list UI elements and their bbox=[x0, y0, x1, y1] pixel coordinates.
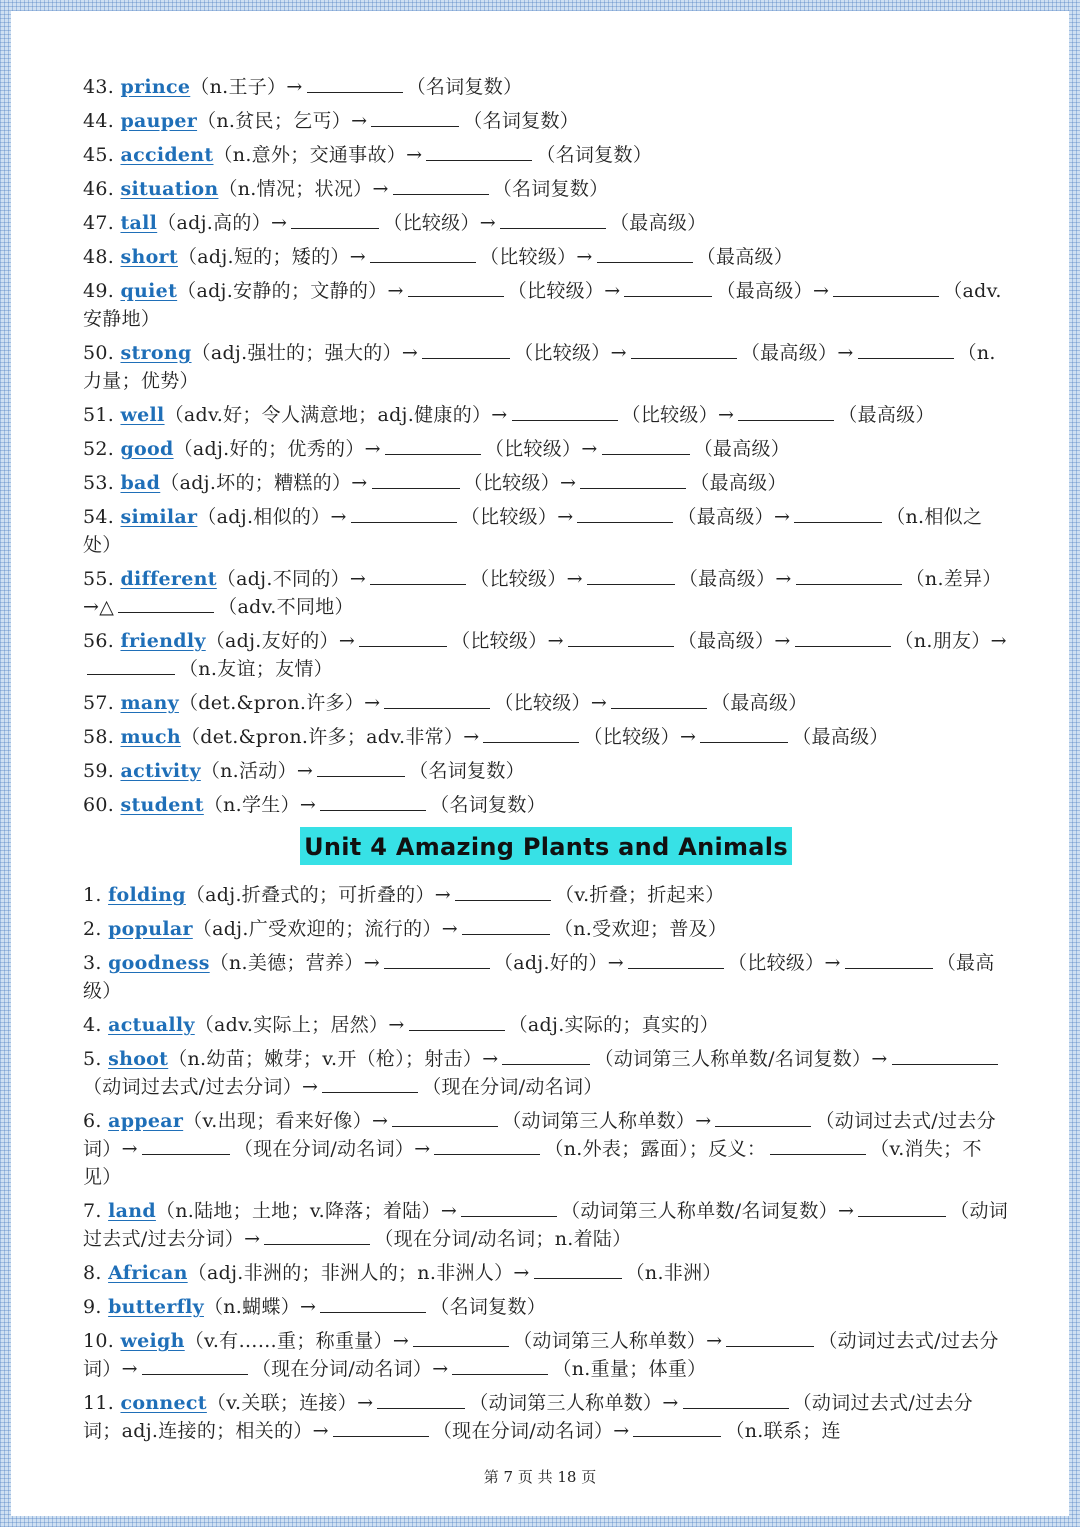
vocab-entry bbox=[83, 949, 1009, 1005]
form-prompt: → bbox=[513, 1262, 530, 1284]
answer-blank[interactable] bbox=[393, 176, 489, 195]
answer-blank[interactable] bbox=[320, 792, 426, 811]
entry-number: 49. bbox=[83, 280, 115, 302]
vocab-entry bbox=[83, 435, 1009, 463]
form-prompt: → bbox=[338, 630, 356, 652]
vocab-word: different bbox=[120, 568, 217, 590]
form-prompt: （n.非洲） bbox=[625, 1262, 722, 1284]
vocab-entry bbox=[83, 1197, 1009, 1253]
vocab-entry bbox=[83, 689, 1009, 717]
entry-number: 3. bbox=[83, 952, 102, 974]
entry-number: 45. bbox=[83, 144, 115, 166]
form-prompt: （adj.实际的；真实的） bbox=[508, 1014, 719, 1036]
vocab-entry bbox=[83, 627, 1009, 683]
entry-number: 11. bbox=[83, 1392, 115, 1414]
word-meaning: （v.出现；看来好像） bbox=[183, 1110, 372, 1132]
form-prompt: （比较级）→ bbox=[494, 692, 608, 714]
form-prompt: （最高级）→ bbox=[678, 568, 792, 590]
form-prompt: （比较级）→ bbox=[451, 630, 564, 652]
word-meaning: （adj.安静的；文静的） bbox=[177, 280, 388, 302]
entry-number: 43. bbox=[83, 76, 115, 98]
entry-number: 8. bbox=[83, 1262, 102, 1284]
answer-blank[interactable] bbox=[512, 402, 618, 421]
entry-number: 59. bbox=[83, 760, 115, 782]
answer-blank[interactable] bbox=[683, 1390, 789, 1409]
form-prompt: （n.外表；露面）；反义： bbox=[544, 1138, 767, 1160]
unit4-entries bbox=[83, 881, 1009, 1445]
form-prompt: → bbox=[482, 1048, 499, 1070]
form-prompt: → bbox=[351, 110, 368, 132]
form-prompt: （动词过去式/过去分词）→ bbox=[83, 1110, 996, 1160]
word-meaning: （adj.不同的） bbox=[216, 568, 350, 590]
answer-blank[interactable] bbox=[118, 594, 214, 613]
form-prompt: （名词复数） bbox=[536, 144, 653, 166]
vocab-word: butterfly bbox=[108, 1296, 204, 1318]
answer-blank[interactable] bbox=[631, 340, 737, 359]
entry-number: 2. bbox=[83, 918, 102, 940]
unit4-title: Unit 4 Amazing Plants and Animals bbox=[300, 827, 792, 865]
answer-blank[interactable] bbox=[307, 74, 403, 93]
form-prompt: （v.折叠；折起来） bbox=[555, 884, 725, 906]
entry-number: 57. bbox=[83, 692, 115, 714]
answer-blank[interactable] bbox=[794, 504, 882, 523]
vocab-word: prince bbox=[120, 76, 191, 98]
answer-blank[interactable] bbox=[408, 278, 504, 297]
form-prompt: （最高级）→ bbox=[677, 506, 791, 528]
entry-number: 10. bbox=[83, 1330, 115, 1352]
form-prompt: （最高级） bbox=[696, 246, 794, 268]
word-meaning: （adj.相似的） bbox=[197, 506, 331, 528]
answer-blank[interactable] bbox=[322, 1074, 418, 1093]
entry-number: 52. bbox=[83, 438, 115, 460]
word-meaning: （adj.非洲的；非洲人的；n.非洲人） bbox=[187, 1262, 514, 1284]
vocab-word: pauper bbox=[120, 110, 198, 132]
form-prompt: （adv.不同地） bbox=[218, 596, 354, 618]
form-prompt: （最高级）→ bbox=[716, 280, 830, 302]
entry-number: 7. bbox=[83, 1200, 102, 1222]
vocab-entry bbox=[83, 243, 1009, 271]
vocab-entry bbox=[83, 723, 1009, 751]
answer-blank[interactable] bbox=[392, 1108, 498, 1127]
answer-blank[interactable] bbox=[892, 1046, 998, 1065]
form-prompt: （最高级） bbox=[838, 404, 935, 426]
form-prompt: → bbox=[363, 952, 380, 974]
word-meaning: （adj.坏的；糟糕的） bbox=[160, 472, 352, 494]
form-prompt: （动词过去式/过去分词）→ bbox=[83, 1076, 319, 1098]
vocab-entry bbox=[83, 209, 1009, 237]
form-prompt: （最高级）→ bbox=[677, 630, 791, 652]
answer-blank[interactable] bbox=[426, 142, 532, 161]
answer-blank[interactable] bbox=[580, 470, 686, 489]
vocab-entry bbox=[83, 175, 1009, 203]
form-prompt: （比较级）→ bbox=[507, 280, 621, 302]
form-prompt: → bbox=[357, 1392, 374, 1414]
vocab-entry bbox=[83, 1107, 1009, 1191]
entry-number: 1. bbox=[83, 884, 102, 906]
form-prompt: → bbox=[296, 760, 314, 782]
form-prompt: （最高级）→ bbox=[740, 342, 854, 364]
vocab-entry bbox=[83, 469, 1009, 497]
vocab-word: popular bbox=[108, 918, 193, 940]
entry-number: 6. bbox=[83, 1110, 102, 1132]
answer-blank[interactable] bbox=[371, 108, 459, 127]
form-prompt: （adj.好的）→ bbox=[493, 952, 624, 974]
vocab-word: actually bbox=[108, 1014, 195, 1036]
form-prompt: （比较级）→ bbox=[621, 404, 735, 426]
form-prompt: （n.联系；连 bbox=[725, 1420, 841, 1442]
form-prompt: （名词复数） bbox=[492, 178, 609, 200]
vocab-word: quiet bbox=[120, 280, 178, 302]
answer-blank[interactable] bbox=[587, 566, 675, 585]
answer-blank[interactable] bbox=[370, 244, 476, 263]
vocab-word: folding bbox=[108, 884, 186, 906]
form-prompt: → bbox=[372, 178, 389, 200]
vocab-word: strong bbox=[120, 342, 192, 364]
vocab-entry bbox=[83, 915, 1009, 943]
form-prompt: （比较级）→ bbox=[583, 726, 697, 748]
form-prompt: → bbox=[388, 1014, 405, 1036]
word-meaning: （n.学生） bbox=[203, 794, 300, 816]
form-prompt: → bbox=[392, 1330, 410, 1352]
word-meaning: （n.蝴蝶） bbox=[203, 1296, 301, 1318]
answer-blank[interactable] bbox=[142, 1136, 230, 1155]
unit3-entries bbox=[83, 73, 1009, 819]
vocab-entry bbox=[83, 565, 1009, 621]
form-prompt: → bbox=[406, 144, 423, 166]
answer-blank[interactable] bbox=[384, 690, 490, 709]
form-prompt: → bbox=[372, 1110, 389, 1132]
word-meaning: （v.有……重；称重量） bbox=[184, 1330, 393, 1352]
vocab-word: accident bbox=[120, 144, 214, 166]
answer-blank[interactable] bbox=[377, 1390, 465, 1409]
form-prompt: （比较级）→ bbox=[460, 506, 574, 528]
form-prompt: （动词过去式/过去分词）→ bbox=[83, 1200, 1009, 1250]
answer-blank[interactable] bbox=[422, 340, 510, 359]
answer-blank[interactable] bbox=[715, 1108, 811, 1127]
word-meaning: （n.情况；状况） bbox=[218, 178, 373, 200]
form-prompt: → bbox=[440, 1200, 458, 1222]
answer-blank[interactable] bbox=[409, 1012, 505, 1031]
form-prompt: （动词过去式/过去分词）→ bbox=[83, 1330, 999, 1380]
answer-blank[interactable] bbox=[320, 1294, 426, 1313]
vocab-entry bbox=[83, 503, 1009, 559]
form-prompt: → bbox=[441, 918, 458, 940]
answer-blank[interactable] bbox=[568, 628, 674, 647]
form-prompt: → bbox=[330, 506, 347, 528]
answer-blank[interactable] bbox=[633, 1418, 721, 1437]
form-prompt: （n.受欢迎；普及） bbox=[553, 918, 728, 940]
answer-blank[interactable] bbox=[700, 724, 788, 743]
form-prompt: （名词复数） bbox=[463, 110, 580, 132]
form-prompt: （动词第三人称单数/名词复数）→ bbox=[594, 1048, 888, 1070]
word-meaning: （adj.广受欢迎的；流行的） bbox=[192, 918, 442, 940]
form-prompt: （最高级） bbox=[83, 952, 995, 1002]
vocab-word: friendly bbox=[120, 630, 206, 652]
answer-blank[interactable] bbox=[502, 1046, 590, 1065]
word-meaning: （adv.实际上；居然） bbox=[194, 1014, 389, 1036]
form-prompt: （比较级）→ bbox=[383, 212, 496, 234]
word-meaning: （v.关联；连接） bbox=[206, 1392, 358, 1414]
form-prompt: （动词第三人称单数）→ bbox=[469, 1392, 679, 1414]
answer-blank[interactable] bbox=[628, 950, 724, 969]
word-meaning: （adj.强壮的；强大的） bbox=[191, 342, 402, 364]
answer-blank[interactable] bbox=[577, 504, 673, 523]
entry-number: 5. bbox=[83, 1048, 102, 1070]
vocab-entry bbox=[83, 107, 1009, 135]
form-prompt: （现在分词/动名词） bbox=[422, 1076, 603, 1098]
answer-blank[interactable] bbox=[370, 566, 466, 585]
form-prompt: （现在分词/动名词；n.着陆） bbox=[374, 1228, 632, 1250]
vocab-word: many bbox=[120, 692, 179, 714]
answer-blank[interactable] bbox=[611, 690, 707, 709]
form-prompt: （n.力量；优势） bbox=[83, 342, 996, 392]
vocab-entry bbox=[83, 141, 1009, 169]
vocab-entry bbox=[83, 277, 1009, 333]
form-prompt: （最高级） bbox=[711, 692, 808, 714]
form-prompt: （最高级） bbox=[693, 438, 791, 460]
form-prompt: （最高级） bbox=[690, 472, 787, 494]
vocab-entry bbox=[83, 401, 1009, 429]
word-meaning: （adj.高的） bbox=[157, 212, 272, 234]
form-prompt: （名词复数） bbox=[406, 76, 523, 98]
form-prompt: （现在分词/动名词）→ bbox=[432, 1420, 630, 1442]
vocab-word: student bbox=[120, 794, 204, 816]
answer-blank[interactable] bbox=[462, 916, 550, 935]
answer-blank[interactable] bbox=[624, 278, 712, 297]
answer-blank[interactable] bbox=[770, 1136, 866, 1155]
answer-blank[interactable] bbox=[384, 950, 490, 969]
form-prompt: （n.差异）→△ bbox=[83, 568, 1002, 618]
vocabulary-list bbox=[83, 73, 1009, 1451]
answer-blank[interactable] bbox=[351, 504, 457, 523]
form-prompt: → bbox=[364, 438, 381, 460]
answer-blank[interactable] bbox=[452, 1356, 548, 1375]
entry-number: 48. bbox=[83, 246, 115, 268]
form-prompt: （比较级）→ bbox=[479, 246, 593, 268]
word-meaning: （adj.短的；矮的） bbox=[177, 246, 350, 268]
vocab-entry bbox=[83, 339, 1009, 395]
answer-blank[interactable] bbox=[264, 1226, 370, 1245]
entry-number: 54. bbox=[83, 506, 115, 528]
form-prompt: → bbox=[271, 212, 288, 234]
word-meaning: （det.&pron.许多；adv.非常） bbox=[180, 726, 464, 748]
answer-blank[interactable] bbox=[434, 1136, 540, 1155]
vocab-word: activity bbox=[120, 760, 201, 782]
vocab-word: similar bbox=[120, 506, 198, 528]
answer-blank[interactable] bbox=[483, 724, 579, 743]
answer-blank[interactable] bbox=[796, 566, 902, 585]
word-meaning: （n.美德；营养） bbox=[209, 952, 364, 974]
answer-blank[interactable] bbox=[858, 340, 954, 359]
vocab-entry bbox=[83, 757, 1009, 785]
answer-blank[interactable] bbox=[372, 470, 460, 489]
form-prompt: → bbox=[401, 342, 419, 364]
entry-number: 4. bbox=[83, 1014, 102, 1036]
form-prompt: （动词第三人称单数）→ bbox=[513, 1330, 723, 1352]
form-prompt: → bbox=[351, 472, 368, 494]
vocab-word: much bbox=[120, 726, 181, 748]
entry-number: 51. bbox=[83, 404, 115, 426]
worksheet-page bbox=[11, 11, 1069, 1516]
answer-blank[interactable] bbox=[726, 1328, 814, 1347]
form-prompt: （n.友谊；友情） bbox=[179, 658, 333, 680]
answer-blank[interactable] bbox=[87, 656, 175, 675]
word-meaning: （n.幼苗；嫩芽；v.开（枪）；射击） bbox=[168, 1048, 483, 1070]
form-prompt: （adv.安静地） bbox=[83, 280, 1002, 330]
answer-blank[interactable] bbox=[461, 1198, 557, 1217]
answer-blank[interactable] bbox=[291, 210, 379, 229]
form-prompt: （n.相似之处） bbox=[83, 506, 983, 556]
form-prompt: （名词复数） bbox=[430, 1296, 547, 1318]
answer-blank[interactable] bbox=[738, 402, 834, 421]
vocab-word: short bbox=[120, 246, 178, 268]
form-prompt: → bbox=[349, 246, 366, 268]
vocab-entry bbox=[83, 881, 1009, 909]
vocab-word: well bbox=[120, 404, 165, 426]
vocab-word: good bbox=[120, 438, 174, 460]
entry-number: 47. bbox=[83, 212, 115, 234]
vocab-word: tall bbox=[120, 212, 158, 234]
form-prompt: → bbox=[434, 884, 452, 906]
word-meaning: （det.&pron.许多） bbox=[178, 692, 365, 714]
answer-blank[interactable] bbox=[317, 758, 405, 777]
form-prompt: （最高级） bbox=[610, 212, 707, 234]
form-prompt: → bbox=[299, 794, 317, 816]
entry-number: 53. bbox=[83, 472, 115, 494]
entry-number: 9. bbox=[83, 1296, 102, 1318]
word-meaning: （n.陆地；土地；v.降落；着陆） bbox=[155, 1200, 441, 1222]
answer-blank[interactable] bbox=[597, 244, 693, 263]
vocab-word: weigh bbox=[120, 1330, 185, 1352]
vocab-word: appear bbox=[108, 1110, 184, 1132]
form-prompt: → bbox=[286, 76, 303, 98]
form-prompt: （比较级）→ bbox=[470, 568, 583, 590]
form-prompt: （比较级）→ bbox=[484, 438, 598, 460]
answer-blank[interactable] bbox=[795, 628, 891, 647]
vocab-entry bbox=[83, 1011, 1009, 1039]
form-prompt: → bbox=[349, 568, 367, 590]
form-prompt: → bbox=[300, 1296, 317, 1318]
answer-blank[interactable] bbox=[500, 210, 606, 229]
form-prompt: （名词复数） bbox=[409, 760, 525, 782]
form-prompt: （最高级） bbox=[792, 726, 889, 748]
form-prompt: （比较级）→ bbox=[514, 342, 627, 364]
answer-blank[interactable] bbox=[534, 1260, 622, 1279]
vocab-word: situation bbox=[120, 178, 219, 200]
vocab-word: goodness bbox=[108, 952, 210, 974]
word-meaning: （adj.友好的） bbox=[205, 630, 339, 652]
answer-blank[interactable] bbox=[833, 278, 939, 297]
answer-blank[interactable] bbox=[845, 950, 933, 969]
answer-blank[interactable] bbox=[142, 1356, 248, 1375]
form-prompt: （现在分词/动名词）→ bbox=[233, 1138, 431, 1160]
vocab-word: African bbox=[108, 1262, 188, 1284]
answer-blank[interactable] bbox=[455, 882, 551, 901]
word-meaning: （n.活动） bbox=[200, 760, 297, 782]
answer-blank[interactable] bbox=[602, 436, 690, 455]
vocab-entry bbox=[83, 1259, 1009, 1287]
vocab-entry bbox=[83, 1389, 1009, 1445]
form-prompt: （动词第三人称单数/名词复数）→ bbox=[561, 1200, 855, 1222]
form-prompt: → bbox=[364, 692, 381, 714]
entry-number: 44. bbox=[83, 110, 115, 132]
answer-blank[interactable] bbox=[858, 1198, 946, 1217]
form-prompt: （动词第三人称单数）→ bbox=[502, 1110, 712, 1132]
page-footer: 第 7 页 共 18 页 bbox=[483, 1468, 597, 1486]
answer-blank[interactable] bbox=[333, 1418, 429, 1437]
form-prompt: （v.消失；不见） bbox=[83, 1138, 982, 1188]
word-meaning: （adj.折叠式的；可折叠的） bbox=[185, 884, 435, 906]
answer-blank[interactable] bbox=[359, 628, 447, 647]
vocab-word: connect bbox=[120, 1392, 207, 1414]
vocab-word: shoot bbox=[108, 1048, 169, 1070]
entry-number: 56. bbox=[83, 630, 115, 652]
entry-number: 55. bbox=[83, 568, 115, 590]
form-prompt: → bbox=[491, 404, 508, 426]
word-meaning: （adj.好的；优秀的） bbox=[173, 438, 365, 460]
word-meaning: （n.意外；交通事故） bbox=[213, 144, 407, 166]
form-prompt: → bbox=[463, 726, 480, 748]
form-prompt: （比较级）→ bbox=[727, 952, 841, 974]
entry-number: 60. bbox=[83, 794, 115, 816]
form-prompt: （比较级）→ bbox=[463, 472, 577, 494]
vocab-entry bbox=[83, 73, 1009, 101]
answer-blank[interactable] bbox=[385, 436, 481, 455]
vocab-word: bad bbox=[120, 472, 161, 494]
form-prompt: （现在分词/动名词）→ bbox=[251, 1358, 449, 1380]
form-prompt: （名词复数） bbox=[430, 794, 546, 816]
word-meaning: （n.王子） bbox=[190, 76, 287, 98]
form-prompt: → bbox=[387, 280, 404, 302]
entry-number: 46. bbox=[83, 178, 115, 200]
vocab-entry bbox=[83, 1045, 1009, 1101]
form-prompt: （n.重量；体重） bbox=[552, 1358, 707, 1380]
form-prompt: （n.朋友）→ bbox=[894, 630, 1007, 652]
vocab-entry bbox=[83, 1293, 1009, 1321]
entry-number: 58. bbox=[83, 726, 115, 748]
unit-heading bbox=[83, 827, 1009, 865]
word-meaning: （n.贫民；乞丐） bbox=[197, 110, 352, 132]
form-prompt: （动词过去式/过去分词；adj.连接的；相关的）→ bbox=[83, 1392, 973, 1442]
vocab-entry bbox=[83, 791, 1009, 819]
vocab-word: land bbox=[108, 1200, 156, 1222]
word-meaning: （adv.好；令人满意地；adj.健康的） bbox=[164, 404, 492, 426]
entry-number: 50. bbox=[83, 342, 115, 364]
vocab-entry bbox=[83, 1327, 1009, 1383]
answer-blank[interactable] bbox=[413, 1328, 509, 1347]
